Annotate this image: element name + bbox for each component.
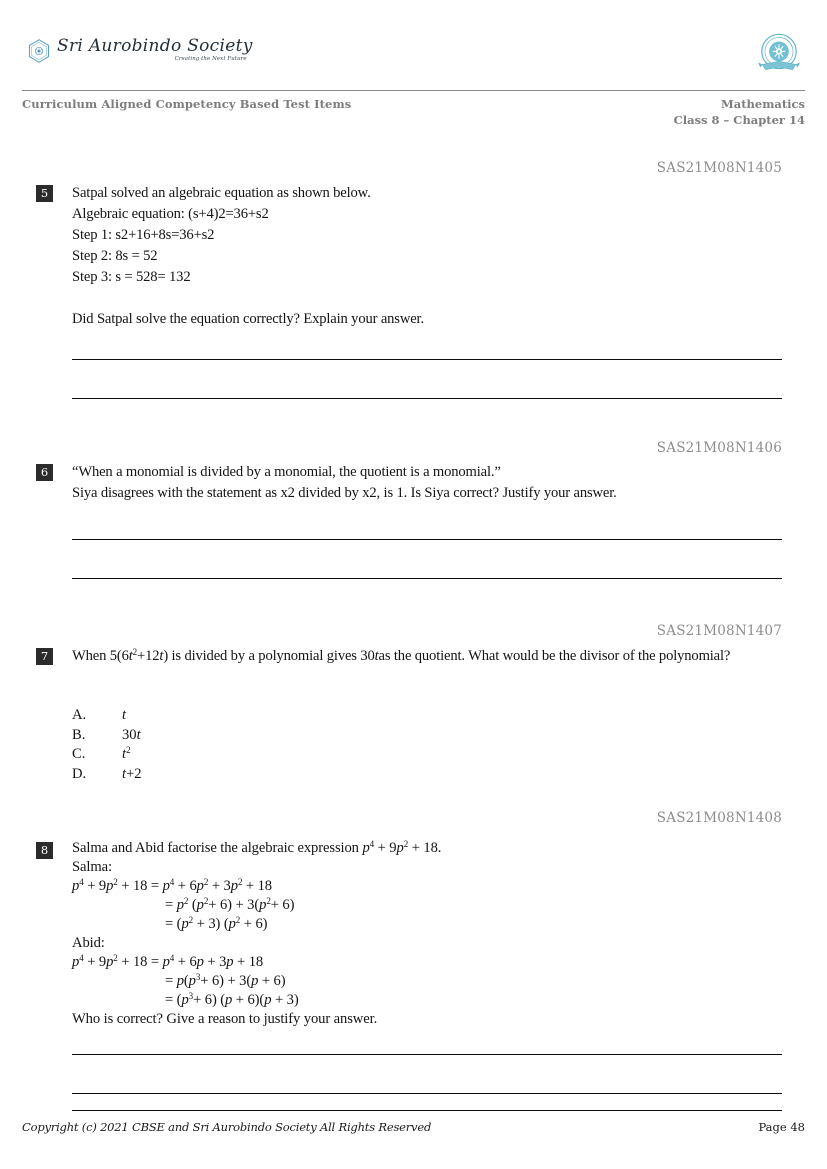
answer-line[interactable]: [72, 1093, 782, 1094]
header-divider: [22, 90, 805, 91]
q8-abid-label: Abid:: [72, 935, 105, 951]
q7-var-t2: t: [159, 648, 164, 664]
q5-line-1: Satpal solved an algebraic equation as shown below.: [72, 185, 371, 201]
question-text-5: [72, 183, 424, 330]
question-number-6: 6: [36, 464, 53, 481]
q8-abid-step-3: = $(p^3+ 6) (p + 6)(p + 3)$: [165, 990, 299, 1008]
question-code-8: SAS21M08N1408: [656, 810, 782, 826]
society-logo: [26, 31, 253, 71]
question-text-7: [72, 646, 784, 667]
option-c-value: $t^2$: [122, 744, 131, 763]
q5-line-4: Step 2: 8s = 52: [72, 248, 158, 264]
header-subject: Mathematics: [721, 97, 805, 111]
cbse-emblem-icon: [753, 27, 805, 79]
answer-line[interactable]: [72, 578, 782, 579]
answer-line[interactable]: [72, 539, 782, 540]
q7-stem-b: +12: [137, 648, 160, 664]
q7-stem-c: ) is divided by a polynomial gives 30: [163, 648, 375, 664]
question-code-5: SAS21M08N1405: [656, 160, 782, 176]
q7-var-t1: t: [128, 648, 133, 664]
question-text-8: [72, 839, 441, 1029]
option-c[interactable]: [72, 745, 142, 765]
question-code-7: SAS21M08N1407: [656, 623, 782, 639]
q8-abid-step-1: $p^4 + 9p^2 + 18 = p^4 + 6p + 3p + 18$: [72, 952, 264, 970]
header-subject-block: [674, 97, 805, 128]
q7-sup-2: 2: [132, 646, 138, 657]
q5-prompt: Did Satpal solve the equation correctly? Explain your answer.: [72, 311, 424, 327]
q8-prompt: Who is correct? Give a reason to justify your answer.: [72, 1011, 378, 1027]
header-class-chapter: Class 8 – Chapter 14: [673, 112, 805, 127]
option-d-value: t+2: [122, 765, 142, 782]
option-b-key: B.: [72, 726, 86, 743]
q8-salma-step-1: $p^4 + 9p^2 + 18 = p^4 + 6p^2 + 3p^2 + 18$: [72, 876, 272, 894]
question-text-6: [72, 462, 617, 504]
q6-line-1: “When a monomial is divided by a monomial, the quotient is a monomial.”: [72, 464, 501, 480]
option-c-key: C.: [72, 746, 86, 763]
answer-line[interactable]: [72, 398, 782, 399]
q7-stem-a: When 5(6: [72, 648, 129, 664]
q8-salma-step-2: = $p^2$ $(p^2+ 6) + 3(p^2+ 6)$: [165, 895, 295, 913]
q6-line-2: Siya disagrees with the statement as x2 divided by x2, is 1. Is Siya correct? Justify your answer.: [72, 485, 617, 501]
answer-line[interactable]: [72, 1054, 782, 1055]
question-number-8: 8: [36, 842, 53, 859]
options-list-7: [72, 706, 142, 784]
footer-divider: [72, 1110, 782, 1111]
q8-abid-step-2: = $p(p^3+ 6) + 3(p + 6)$: [165, 971, 286, 989]
copyright-text: Copyright (c) 2021 CBSE and Sri Aurobindo Society All Rights Reserved: [22, 1120, 432, 1134]
answer-line[interactable]: [72, 359, 782, 360]
header-title: Curriculum Aligned Competency Based Test Items: [22, 97, 352, 111]
q8-salma-step-3: = $(p^2 + 3) (p^2 + 6)$: [165, 914, 268, 932]
option-b[interactable]: [72, 726, 142, 746]
question-number-7: 7: [36, 648, 53, 665]
option-a[interactable]: [72, 706, 142, 726]
q7-stem: [72, 646, 784, 667]
q5-line-3: Step 1: s2+16+8s=36+s2: [72, 227, 215, 243]
q7-var-t3: t: [374, 648, 379, 664]
lotus-hexagon-icon: [26, 38, 52, 64]
question-number-5: 5: [36, 185, 53, 202]
society-wordmark: [57, 35, 253, 63]
q5-line-2: Algebraic equation: (s+4)2=36+s2: [72, 206, 269, 222]
option-d-key: D.: [72, 765, 87, 782]
q8-intro-prefix: Salma and Abid factorise the algebraic expression: [72, 840, 363, 856]
society-name: Sri Aurobindo Society: [57, 35, 253, 56]
masthead: [0, 0, 827, 92]
option-a-value: t: [122, 707, 127, 723]
question-code-6: SAS21M08N1406: [656, 440, 782, 456]
option-b-value: 30t: [122, 726, 141, 743]
q5-line-5: Step 3: s = 528= 132: [72, 269, 191, 285]
option-d[interactable]: [72, 765, 142, 785]
page-number: Page 48: [758, 1120, 805, 1134]
society-tagline: Creating the Next Future: [174, 56, 247, 63]
option-a-key: A.: [72, 707, 87, 723]
q8-intro: Salma and Abid factorise the algebraic expression $p^4 + 9p^2 + 18$.: [72, 838, 442, 856]
q8-salma-label: Salma:: [72, 859, 112, 875]
q7-stem-d: as the quotient. What would be the divisor of the polynomial?: [378, 648, 731, 664]
